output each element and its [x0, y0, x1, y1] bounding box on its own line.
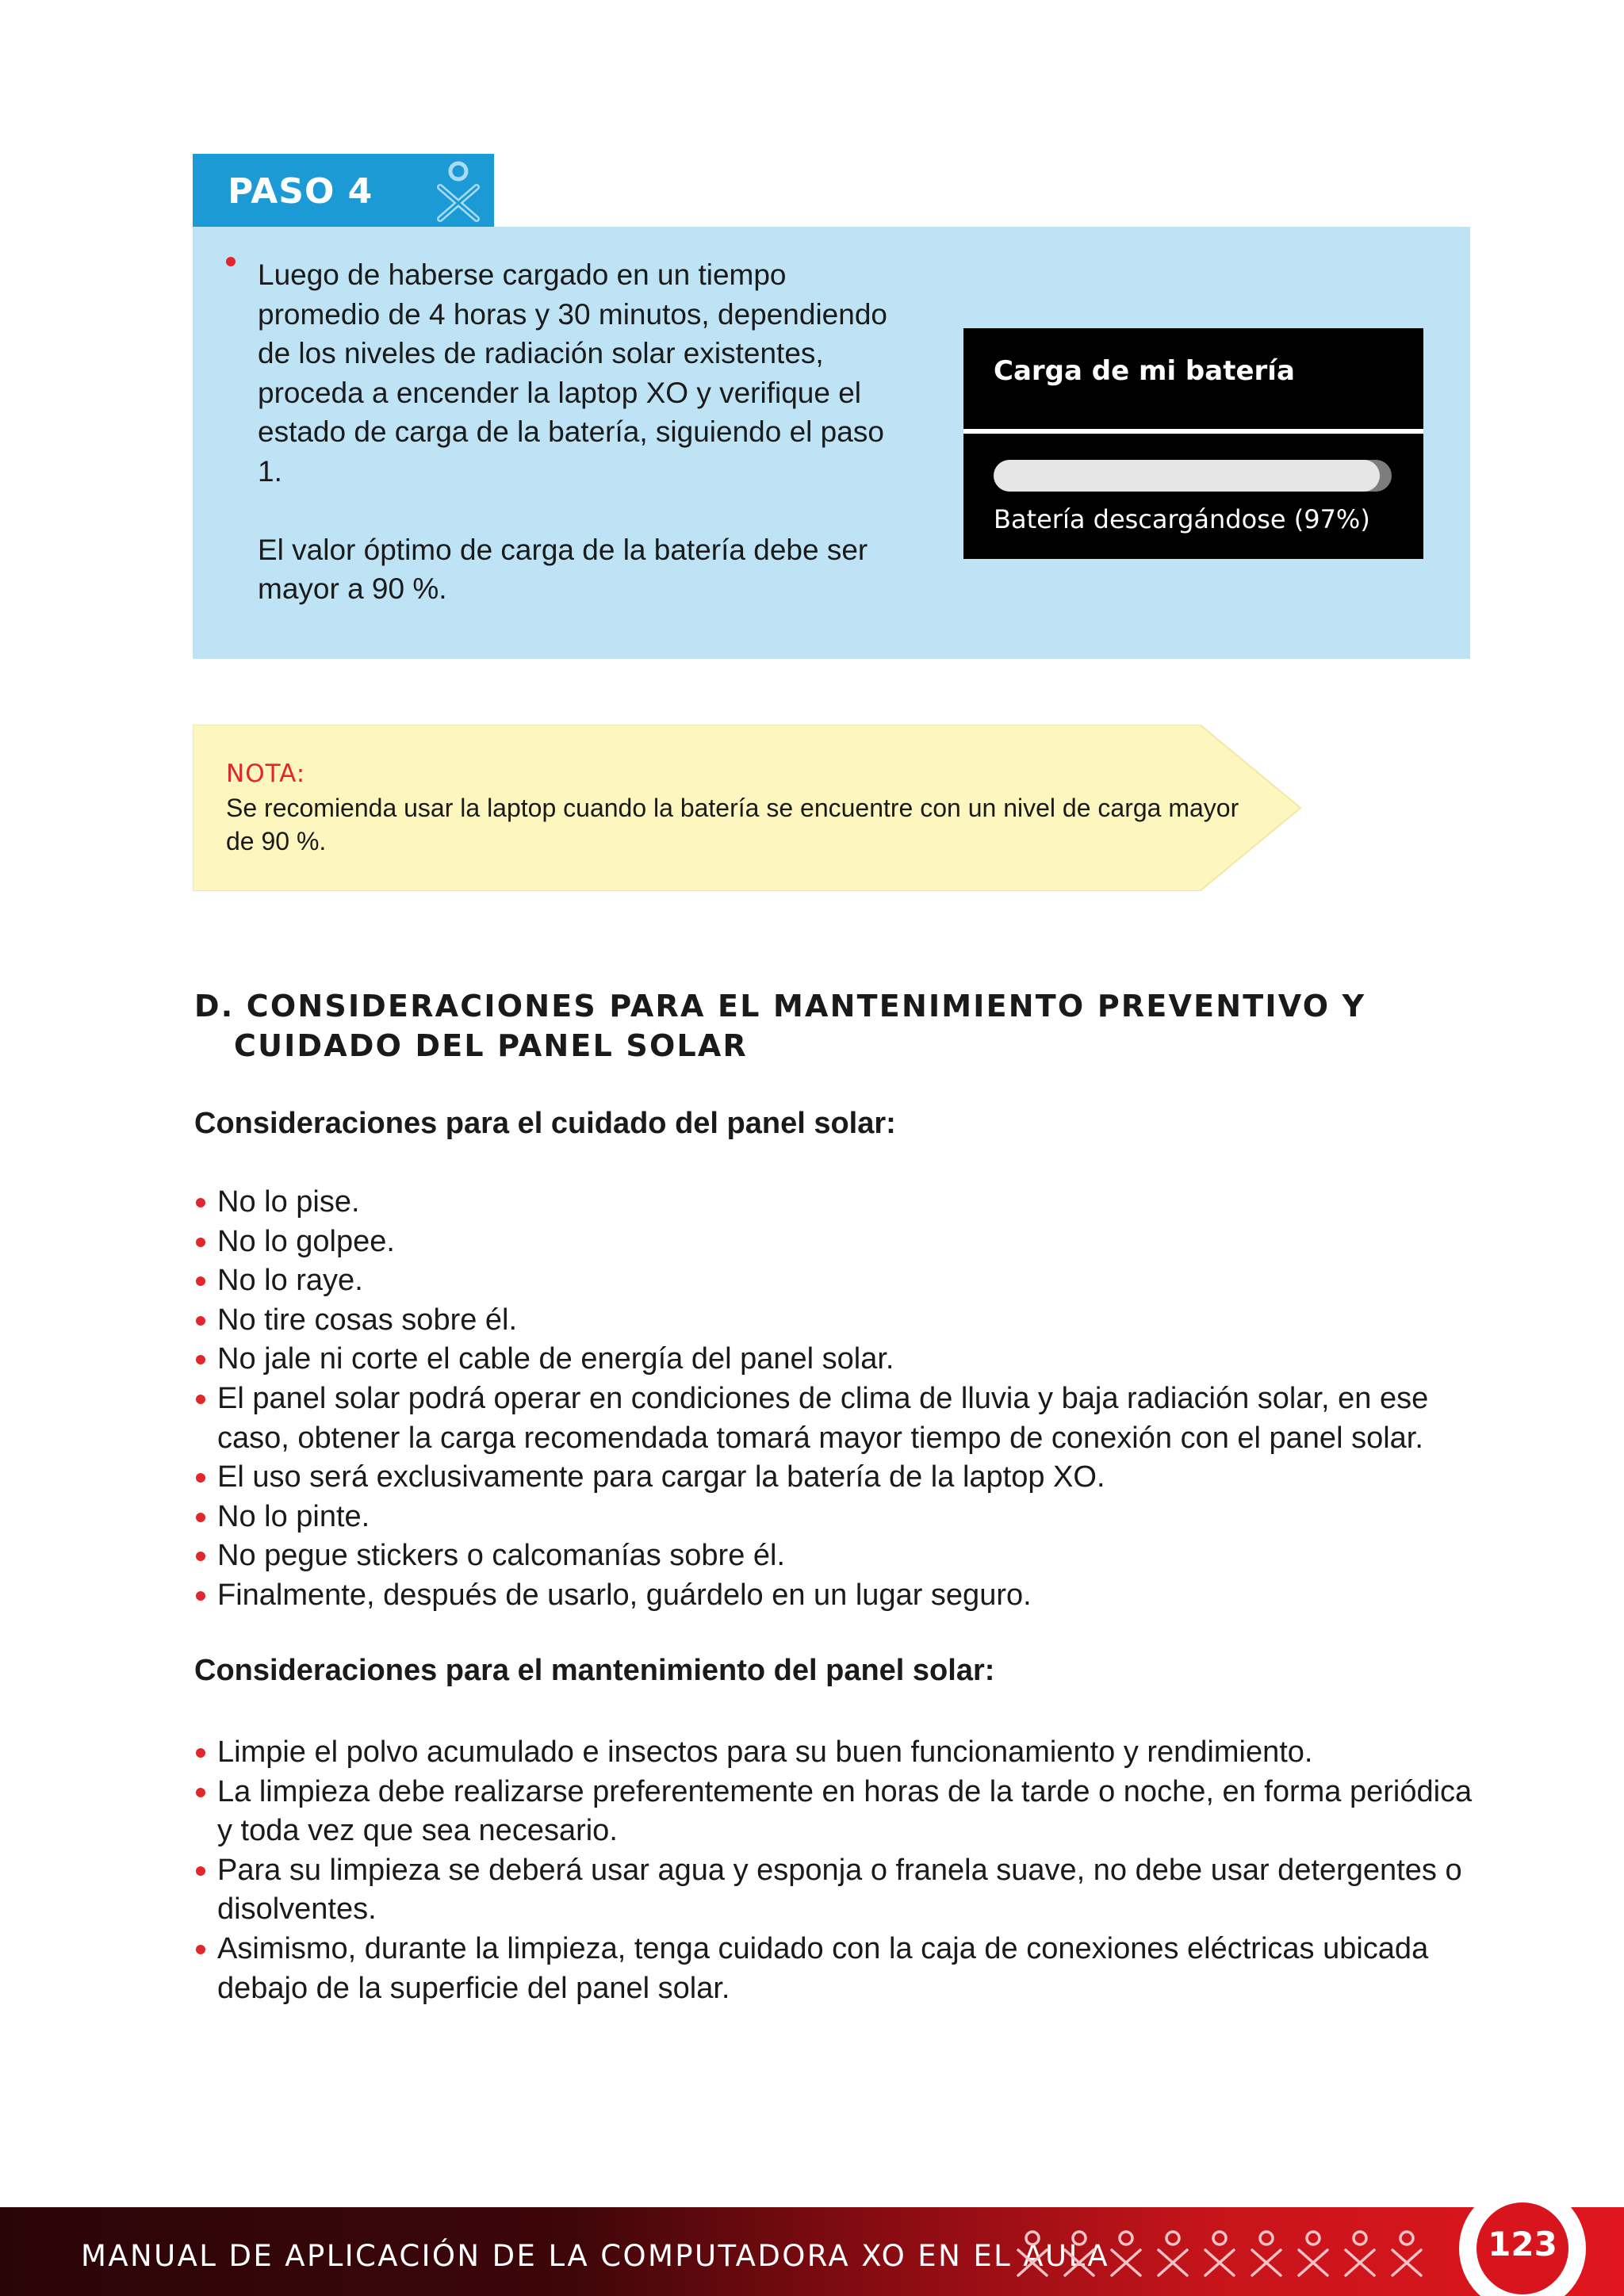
bullet-icon: [196, 1473, 205, 1483]
section-heading: D. CONSIDERACIONES PARA EL MANTENIMIENTO PREVENTIVO Y CUIDADO DEL PANEL SOLAR: [194, 989, 1366, 1063]
maintenance-list: [194, 1733, 1479, 2008]
bullet-icon: [196, 1355, 205, 1364]
bullet-icon: [196, 1238, 205, 1247]
page-number: 123: [1488, 2225, 1557, 2263]
list-item: El uso será exclusivamente para cargar la batería de la laptop XO.: [194, 1458, 1479, 1498]
battery-widget-divider: [963, 429, 1423, 434]
list-item: El panel solar podrá operar en condiciones de clima de lluvia y baja radiación solar, en ese caso, obtener la carga recomendada tomará mayor tiempo de conexión con el panel solar.: [194, 1380, 1479, 1458]
bullet-icon: [196, 1198, 205, 1207]
list-item: No lo raye.: [194, 1261, 1479, 1301]
list-item: Finalmente, después de usarlo, guárdelo en un lugar seguro.: [194, 1576, 1479, 1616]
bullet-icon: [196, 1276, 205, 1286]
list-item: No jale ni corte el cable de energía del panel solar.: [194, 1340, 1479, 1380]
xo-logo-icon: [1112, 2232, 1140, 2275]
list-item: La limpieza debe realizarse preferentemente en horas de la tarde o noche, en forma periódica y toda vez que sea necesario.: [194, 1773, 1479, 1851]
xo-logo-icon: [1018, 2232, 1047, 2275]
battery-status: Batería descargándose (97%): [994, 504, 1370, 534]
xo-logo-icon: [1065, 2232, 1094, 2275]
nota-text: Se recomienda usar la laptop cuando la batería se encuentre con un nivel de carga mayor de 90 %.: [226, 794, 1239, 855]
maintenance-heading: Consideraciones para el mantenimiento del panel solar:: [194, 1654, 995, 1687]
list-item: No lo pinte.: [194, 1498, 1479, 1537]
list-item: No lo pise.: [194, 1183, 1479, 1223]
nota-label: NOTA:: [226, 760, 306, 788]
bullet-icon: [196, 1866, 205, 1876]
list-item: No tire cosas sobre él.: [194, 1301, 1479, 1341]
bullet-icon: [196, 1395, 205, 1404]
care-heading: Consideraciones para el cuidado del panel solar:: [194, 1107, 896, 1140]
list-item: No lo golpee.: [194, 1223, 1479, 1262]
bullet-icon: [196, 1316, 205, 1326]
bullet-icon: [196, 1591, 205, 1601]
xo-logo-icon: [1392, 2232, 1421, 2275]
paso-tab: [193, 154, 494, 228]
bullet-icon: [196, 1513, 205, 1522]
footer-title: MANUAL DE APLICACIÓN DE LA COMPUTADORA XO EN EL AULA: [81, 2239, 1110, 2273]
care-list: [194, 1183, 1479, 1616]
list-item: Limpie el polvo acumulado e insectos para su buen funcionamiento y rendimiento.: [194, 1733, 1479, 1773]
paso-title: PASO 4: [228, 171, 373, 212]
page-footer: [0, 2207, 1624, 2296]
bullet-icon: [196, 1748, 205, 1758]
paso-paragraph: El valor óptimo de carga de la batería debe ser mayor a 90 %.: [258, 533, 868, 606]
bullet-icon: [226, 257, 236, 266]
xo-logo-icon: [1205, 2232, 1234, 2275]
list-item: Asimismo, durante la limpieza, tenga cuidado con la caja de conexiones eléctricas ubicada debajo de la superficie del panel solar.: [194, 1930, 1479, 2008]
bullet-icon: [196, 1945, 205, 1954]
bullet-icon: [196, 1788, 205, 1797]
paso-text: [258, 255, 892, 609]
list-item: No pegue stickers o calcomanías sobre él.: [194, 1536, 1479, 1576]
battery-level-bar: [994, 460, 1392, 492]
paso-paragraph: Luego de haberse cargado en un tiempo promedio de 4 horas y 30 minutos, dependiendo de los niveles de radiación solar existentes, proceda a encender la laptop XO y verifique el estado de carga de la batería, siguiendo el paso 1.: [258, 258, 887, 488]
xo-logo-icon: [1299, 2232, 1327, 2275]
battery-widget-title: Carga de mi batería: [994, 355, 1295, 387]
battery-level-fill: [994, 460, 1380, 492]
xo-logo-icon: [1159, 2232, 1187, 2275]
list-item: Para su limpieza se deberá usar agua y esponja o franela suave, no debe usar detergentes o disolventes.: [194, 1851, 1479, 1930]
xo-logo-icon: [434, 160, 483, 224]
paso-content-box: [193, 227, 1470, 659]
xo-logo-icon: [1346, 2232, 1374, 2275]
xo-logo-icon: [1252, 2232, 1281, 2275]
xo-logo-row-icon: [1015, 2229, 1443, 2280]
battery-widget: [963, 328, 1423, 559]
bullet-icon: [196, 1552, 205, 1561]
